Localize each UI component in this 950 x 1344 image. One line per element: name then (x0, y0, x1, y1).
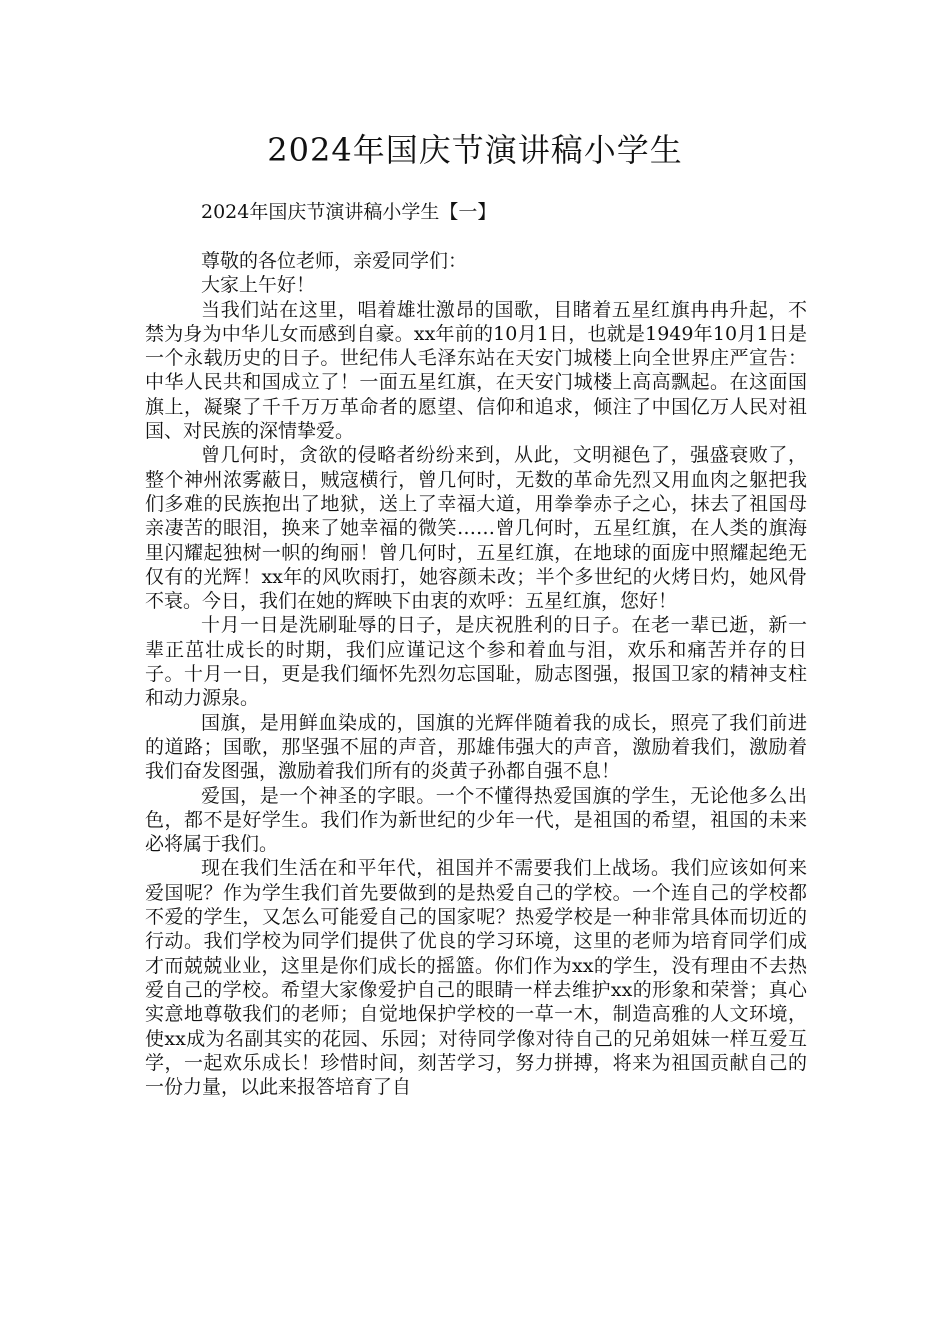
paragraph: 国旗，是用鲜血染成的，国旗的光辉伴随着我的成长，照亮了我们前进的道路；国歌，那坚强不屈的声音，那雄伟强大的声音，激励着我们，激励着我们奋发图强，激励着我们所有的炎黄子孙都自强不息！ (145, 711, 807, 783)
paragraph: 曾几何时，贪欲的侵略者纷纷来到，从此，文明褪色了，强盛衰败了，整个神州浓雾蔽日，贼寇横行，曾几何时，无数的革命先烈又用血肉之躯把我们多难的民族抱出了地狱，送上了幸福大道，用拳拳赤子之心，抹去了祖国母亲凄苦的眼泪，换来了她幸福的微笑……曾几何时，五星红旗，在人类的旗海里闪耀起独树一帜的绚丽！曾几何时，五星红旗，在地球的面庞中照耀起绝无仅有的光辉！xx年的风吹雨打，她容颜未改；半个多世纪的火烤日灼，她风骨不衰。今日，我们在她的辉映下由衷的欢呼：五星红旗，您好！ (145, 444, 807, 613)
document-title: 2024年国庆节演讲稿小学生 (267, 131, 683, 169)
salutation: 尊敬的各位老师，亲爱同学们： (201, 250, 468, 272)
paragraph: 当我们站在这里，唱着雄壮激昂的国歌，目睹着五星红旗冉冉升起，不禁为身为中华儿女而感到自豪。xx年前的10月1日，也就是1949年10月1日是一个永载历史的日子。世纪伟人毛泽东站在天安门城楼上向全世界庄严宣告：中华人民共和国成立了！一面五星红旗，在天安门城楼上高高飘起。在这面国旗上，凝聚了千千万万革命者的愿望、信仰和追求，倾注了中国亿万人民对祖国、对民族的深情挚爱。 (145, 298, 807, 443)
section-heading: 2024年国庆节演讲稿小学生【一】 (201, 201, 497, 223)
speech-body (145, 249, 807, 1099)
paragraph: 爱国，是一个神圣的字眼。一个不懂得热爱国旗的学生，无论他多么出色，都不是好学生。我们作为新世纪的少年一代，是祖国的希望，祖国的未来必将属于我们。 (145, 784, 807, 856)
paragraph: 现在我们生活在和平年代，祖国并不需要我们上战场。我们应该如何来爱国呢？作为学生我们首先要做到的是热爱自己的学校。一个连自己的学校都不爱的学生，又怎么可能爱自己的国家呢？热爱学校是一种非常具体而切近的行动。我们学校为同学们提供了优良的学习环境，这里的老师为培育同学们成才而兢兢业业，这里是你们成长的摇篮。你们作为xx的学生，没有理由不去热爱自己的学校。希望大家像爱护自己的眼睛一样去维护xx的形象和荣誉；真心实意地尊敬我们的老师；自觉地保护学校的一草一木，制造高雅的人文环境，使xx成为名副其实的花园、乐园；对待同学像对待自己的兄弟姐妹一样互爱互学，一起欢乐成长！珍惜时间，刻苦学习，努力拼搏，将来为祖国贡献自己的一份力量，以此来报答培育了自 (145, 857, 807, 1099)
paragraph: 十月一日是洗刷耻辱的日子，是庆祝胜利的日子。在老一辈已逝，新一辈正茁壮成长的时期，我们应谨记这个参和着血与泪，欢乐和痛苦并存的日子。十月一日，更是我们缅怀先烈勿忘国耻，励志图强，报国卫家的精神支柱和动力源泉。 (145, 614, 807, 710)
greeting: 大家上午好！ (201, 274, 316, 297)
